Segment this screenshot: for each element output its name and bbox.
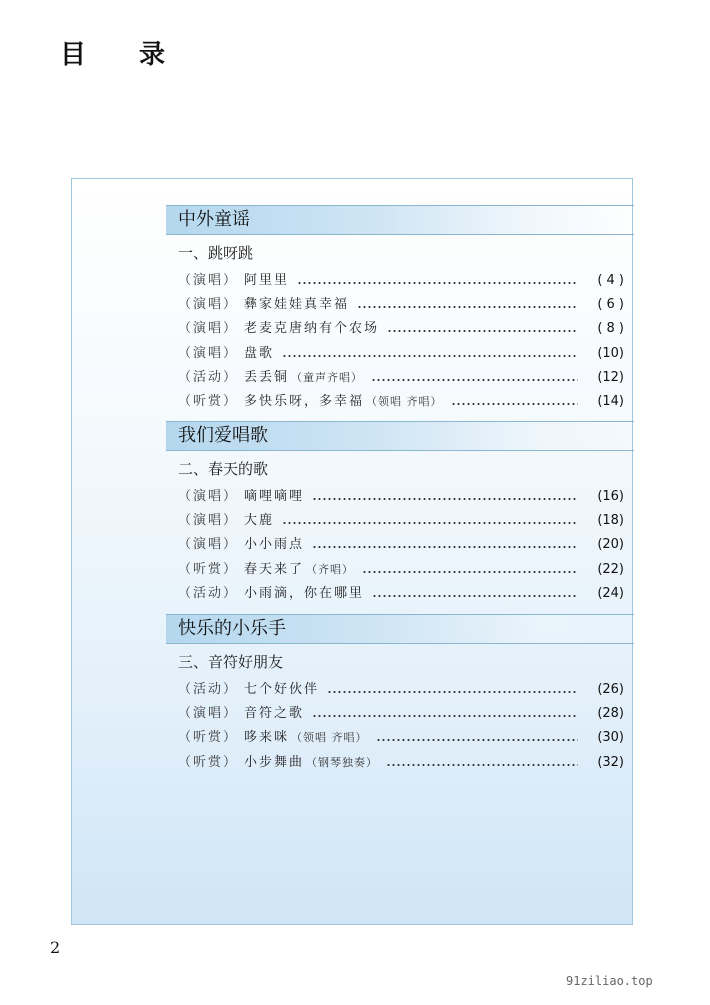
unit-title: 三、音符好朋友 (178, 653, 284, 671)
section-heading: 我们爱唱歌 (166, 421, 634, 451)
toc-entry[interactable] (178, 295, 624, 315)
entry-title: 阿里里 (244, 273, 290, 288)
entry-category: （演唱） (178, 346, 239, 361)
entry-note: （齐唱） (306, 563, 355, 576)
entry-title: 春天来了 (244, 562, 305, 577)
entry-title: 嘀哩嘀哩 (244, 489, 305, 504)
entry-title: 小步舞曲 (244, 755, 305, 770)
entry-category: （听赏） (178, 755, 239, 770)
entry-page: (20) (597, 537, 624, 552)
dot-leader (362, 571, 578, 573)
toc-entry[interactable] (178, 271, 624, 291)
toc-entry[interactable] (178, 704, 624, 724)
entry-title: 小小雨点 (244, 537, 305, 552)
entry-title: 七个好伙伴 (244, 682, 320, 697)
entry-category: （听赏） (178, 562, 239, 577)
toc-entry[interactable] (178, 584, 624, 604)
dot-leader (372, 595, 578, 597)
entry-page: ( 4 ) (597, 273, 624, 288)
entry-page: (16) (597, 489, 624, 504)
toc-entry[interactable] (178, 728, 624, 748)
toc-entry[interactable] (178, 368, 624, 388)
entry-page: (14) (597, 394, 624, 409)
entry-title: 老麦克唐纳有个农场 (244, 321, 380, 336)
entry-category: （演唱） (178, 273, 239, 288)
entry-category: （听赏） (178, 730, 239, 745)
entry-category: （演唱） (178, 513, 239, 528)
section-heading: 快乐的小乐手 (166, 614, 634, 644)
entry-title: 多快乐呀，多幸福 (244, 394, 365, 409)
unit-title: 二、春天的歌 (178, 460, 269, 478)
entry-page: ( 6 ) (597, 297, 624, 312)
entry-page: (10) (597, 346, 624, 361)
entry-page: (32) (597, 755, 624, 770)
dot-leader (357, 306, 578, 308)
entry-category: （听赏） (178, 394, 239, 409)
entry-page: (12) (597, 370, 624, 385)
entry-page: ( 8 ) (597, 321, 624, 336)
dot-leader (282, 522, 578, 524)
toc-entry[interactable] (178, 319, 624, 339)
entry-category: （演唱） (178, 489, 239, 504)
watermark: 91ziliao.top (566, 974, 653, 988)
dot-leader (312, 546, 578, 548)
entry-category: （演唱） (178, 537, 239, 552)
entry-title: 大鹿 (244, 513, 275, 528)
entry-title: 小雨滴，你在哪里 (244, 586, 365, 601)
dot-leader (297, 282, 578, 284)
dot-leader (371, 379, 578, 381)
entry-title: 哆来咪 (244, 730, 290, 745)
entry-note: （领唱 齐唱） (366, 395, 443, 408)
entry-category: （活动） (178, 370, 239, 385)
unit-title: 一、跳呀跳 (178, 244, 254, 262)
entry-note: （童声齐唱） (291, 371, 364, 384)
dot-leader (451, 403, 578, 405)
entry-category: （活动） (178, 586, 239, 601)
entry-page: (30) (597, 730, 624, 745)
toc-entry[interactable] (178, 535, 624, 555)
page-title: 目 录 (60, 40, 188, 70)
dot-leader (387, 330, 578, 332)
dot-leader (282, 355, 578, 357)
toc-entry[interactable] (178, 511, 624, 531)
dot-leader (312, 715, 578, 717)
entry-page: (18) (597, 513, 624, 528)
dot-leader (327, 691, 578, 693)
entry-title: 盘歌 (244, 346, 275, 361)
page-number: 2 (50, 938, 61, 957)
entry-note: （钢琴独奏） (306, 756, 379, 769)
toc-entry[interactable] (178, 344, 624, 364)
entry-category: （演唱） (178, 297, 239, 312)
dot-leader (386, 764, 578, 766)
toc-entry[interactable] (178, 487, 624, 507)
entry-page: (22) (597, 562, 624, 577)
toc-entry[interactable] (178, 680, 624, 700)
toc-entry[interactable] (178, 560, 624, 580)
entry-category: （活动） (178, 682, 239, 697)
entry-category: （演唱） (178, 321, 239, 336)
toc-entry[interactable] (178, 392, 624, 412)
dot-leader (312, 498, 578, 500)
toc-entry[interactable] (178, 753, 624, 773)
entry-note: （领唱 齐唱） (291, 731, 368, 744)
dot-leader (376, 739, 578, 741)
entry-title: 音符之歌 (244, 706, 305, 721)
entry-category: （演唱） (178, 706, 239, 721)
entry-page: (24) (597, 586, 624, 601)
entry-page: (26) (597, 682, 624, 697)
entry-title: 彝家娃娃真幸福 (244, 297, 350, 312)
entry-page: (28) (597, 706, 624, 721)
section-heading: 中外童谣 (166, 205, 634, 235)
entry-title: 丢丢铜 (244, 370, 290, 385)
